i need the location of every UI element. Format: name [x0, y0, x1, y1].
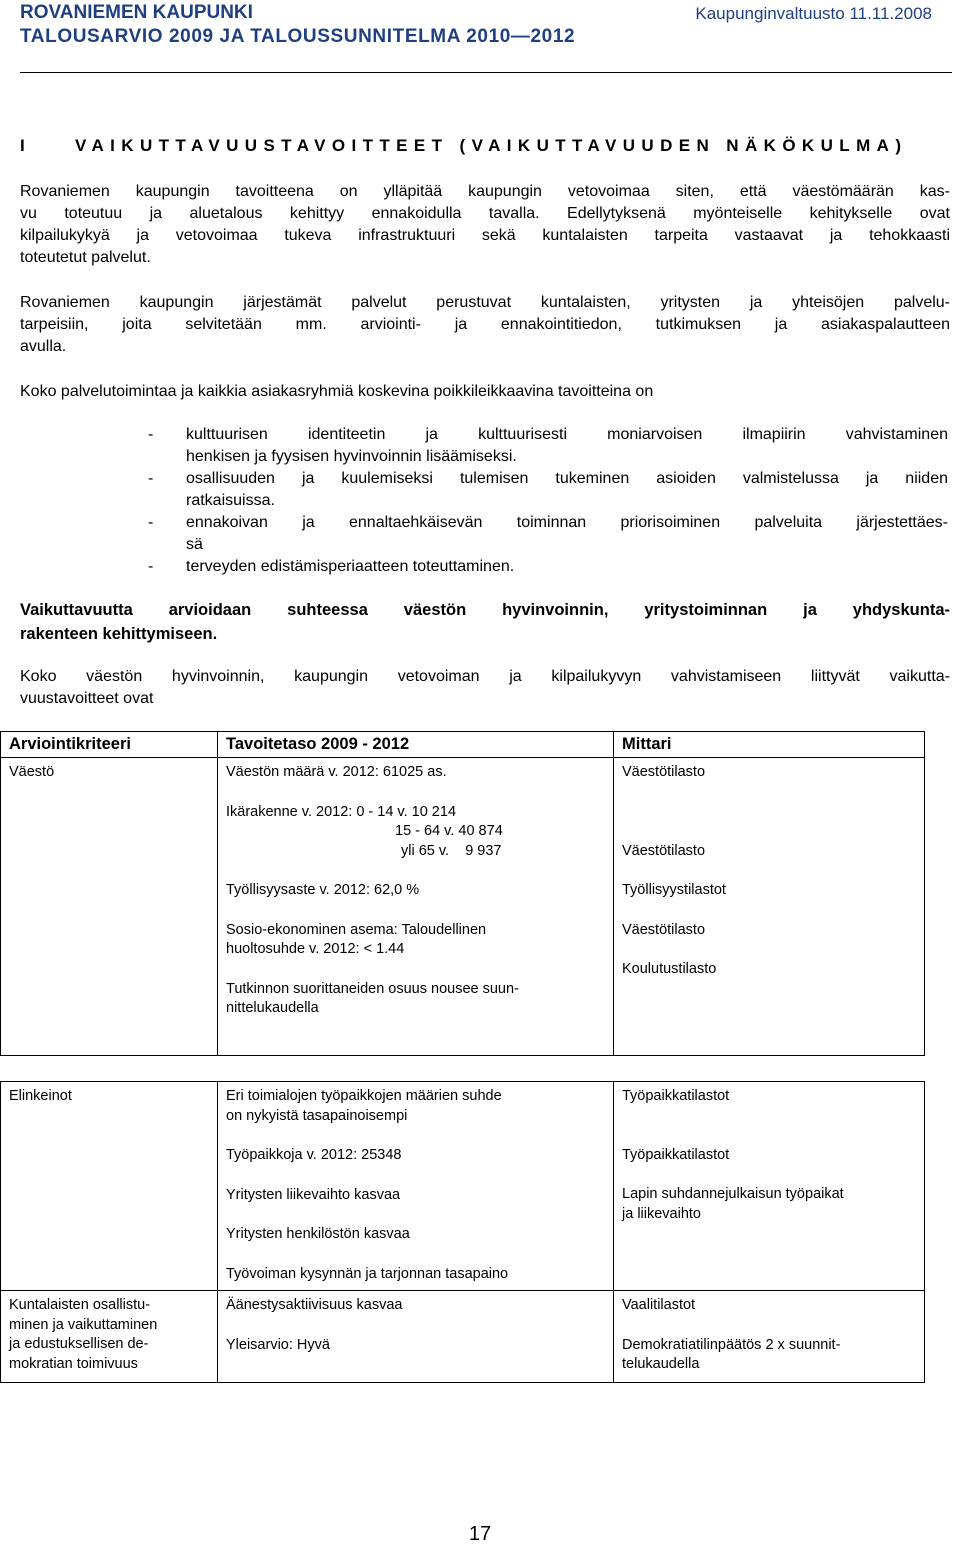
table-spacer	[1, 1056, 925, 1082]
table-row	[1, 758, 925, 1056]
table-row	[1, 1291, 925, 1383]
table-cell: Väestötilasto Väestötilasto Työllisyystilastot Väestötilasto Koulutustilasto	[614, 758, 925, 1056]
paragraph-line: vu toteutuu ja aluetalous kehittyy ennakoidulla tavalla. Edellytyksenä myönteiselle kehitykselle ovat	[20, 205, 950, 222]
list-item: - terveyden edistämisperiaatteen toteuttaminen.	[148, 558, 515, 575]
header-org: ROVANIEMEN KAUPUNKI	[20, 2, 253, 23]
list-item: - osallisuuden ja kuulemiseksi tulemisen tukeminen asioiden valmistelussa ja niiden ratkaisuissa.	[148, 470, 948, 509]
page-number: 17	[468, 1523, 492, 1545]
paragraph-line: avulla.	[20, 338, 67, 355]
paragraph-line: rakenteen kehittymiseen.	[20, 625, 218, 643]
paragraph-2	[20, 292, 950, 358]
paragraph-line: Rovaniemen kaupungin järjestämät palvelut perustuvat kuntalaisten, yritysten ja yhteisöjen palvelu-	[20, 294, 950, 311]
paragraph-line: kilpailukykyä ja vetovoimaa tukeva infrastruktuuri sekä kuntalaisten tarpeita vastaavat ja tehokkaasti	[20, 227, 950, 244]
table-cell: Vaalitilastot Demokratiatilinpäätös 2 x suunnit- telukaudella	[614, 1291, 925, 1383]
paragraph-line: tarpeisiin, joita selvitetään mm. arviointi- ja ennakointitiedon, tutkimuksen ja asiakaspalautteen	[20, 316, 950, 333]
table-row	[1, 1082, 925, 1291]
paragraph-4	[20, 666, 950, 710]
list-item: - ennakoivan ja ennaltaehkäisevän toiminnan priorisoiminen palveluita järjestettäes- sä	[148, 514, 948, 553]
paragraph-line: toteutetut palvelut.	[20, 249, 151, 266]
table-cell: Elinkeinot	[1, 1082, 218, 1291]
paragraph-line: Koko väestön hyvinvoinnin, kaupungin vetovoiman ja kilpailukyvyn vahvistamiseen liittyvät vaikutta-	[20, 668, 950, 685]
table-cell: Väestön määrä v. 2012: 61025 as. Ikärakenne v. 2012: 0 - 14 v. 10 214 15 - 64 v. 40 874 yli 65 v. 9 937 Työllisyysaste v. 2012: 62,0 % Sosio-ekonominen asema: Taloudellinen huoltosuhde v. 2012: < 1.44 Tutkinnon suorittaneiden osuus nousee suun- nittelukaudella	[218, 758, 614, 1056]
paragraph-line: vuustavoitteet ovat	[20, 690, 154, 707]
paragraph-line: Rovaniemen kaupungin tavoitteena on ylläpitää kaupungin vetovoimaa siten, että väestömäärän kas-	[20, 183, 950, 200]
paragraph-3	[20, 381, 950, 403]
section-number: I	[20, 136, 25, 155]
header-meeting-date: Kaupunginvaltuusto 11.11.2008	[695, 4, 932, 23]
table-header-row	[1, 732, 925, 758]
header-document-title: TALOUSARVIO 2009 JA TALOUSSUNNITELMA 2010—2012	[20, 26, 576, 47]
table-cell: Eri toimialojen työpaikkojen määrien suhde on nykyistä tasapainoisempi Työpaikkoja v. 2012: 25348 Yritysten liikevaihto kasvaa Yritysten henkilöstön kasvaa Työvoiman kysynnän ja tarjonnan tasapaino	[218, 1082, 614, 1291]
section-title: VAIKUTTAVUUSTAVOITTEET (VAIKUTTAVUUDEN NÄKÖKULMA)	[75, 136, 908, 155]
criteria-table	[0, 731, 925, 1383]
bold-statement	[20, 598, 950, 646]
table-cell: Äänestysaktiivisuus kasvaa Yleisarvio: Hyvä	[218, 1291, 614, 1383]
table-cell: Työpaikkatilastot Työpaikkatilastot Lapin suhdannejulkaisun työpaikat ja liikevaihto	[614, 1082, 925, 1291]
column-header: Arviointikriteeri	[1, 732, 218, 758]
header-divider	[20, 72, 952, 73]
paragraph-line: Koko palvelutoimintaa ja kaikkia asiakasryhmiä koskevina poikkileikkaavina tavoitteina on	[20, 383, 654, 400]
column-header: Tavoitetaso 2009 - 2012	[218, 732, 614, 758]
goal-list	[148, 424, 948, 578]
list-item: - kulttuurisen identiteetin ja kulttuurisesti moniarvoisen ilmapiirin vahvistaminen henkisen ja fyysisen hyvinvoinnin lisäämiseksi.	[148, 426, 948, 465]
table-cell: Kuntalaisten osallistu- minen ja vaikuttaminen ja edustuksellisen de- mokratian toimivuus	[1, 1291, 218, 1383]
table-cell: Väestö	[1, 758, 218, 1056]
paragraph-line: Vaikuttavuutta arvioidaan suhteessa väestön hyvinvoinnin, yritystoiminnan ja yhdyskunta-	[20, 601, 950, 619]
column-header: Mittari	[614, 732, 925, 758]
paragraph-1	[20, 181, 950, 269]
